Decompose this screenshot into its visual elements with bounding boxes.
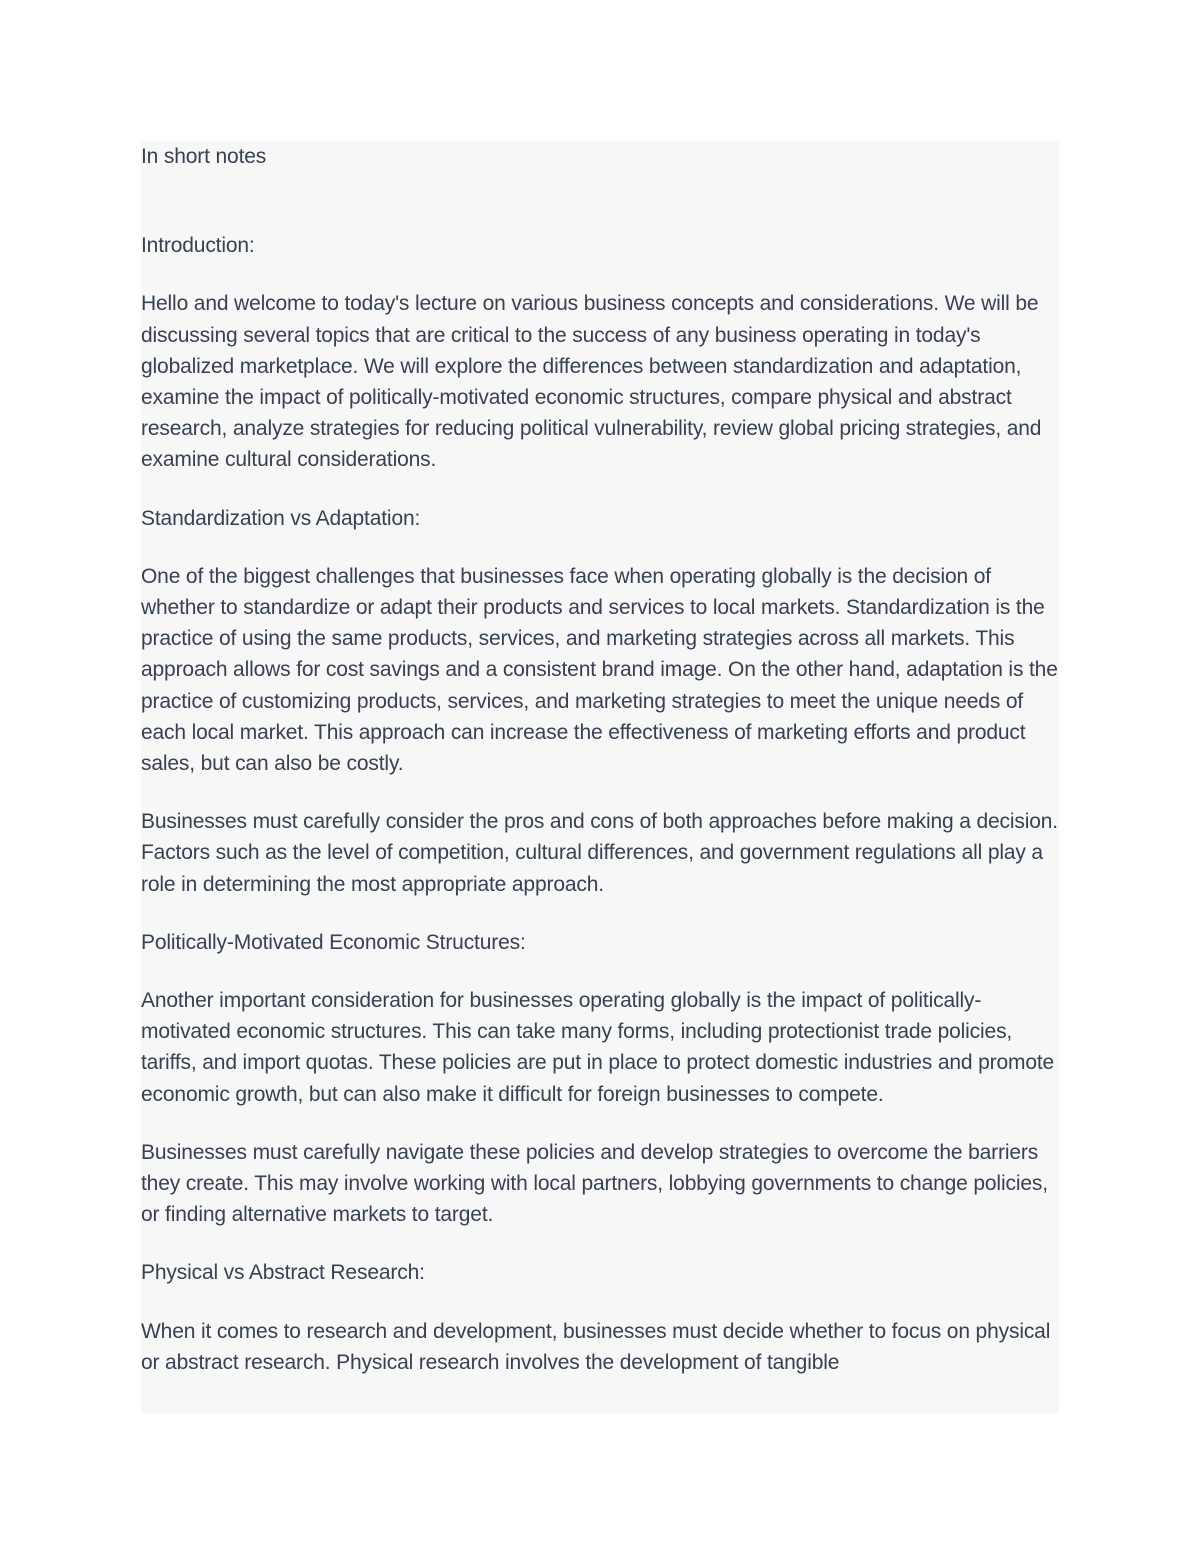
section-heading-standardization: Standardization vs Adaptation: bbox=[141, 506, 421, 530]
section-heading-research: Physical vs Abstract Research: bbox=[141, 1261, 425, 1285]
paragraph-standardization-1: One of the biggest challenges that businesses face when operating globally is the decision of whether to standardize or adapt their products and services to local markets. Standardization is the practice of using the same products, services, and marketing strategies across all markets. This approach allows for cost savings and a consistent brand image. On the other hand, adaptation is the practice of customizing products, services, and marketing strategies to meet the unique needs of each local market. This approach can increase the effectiveness of marketing efforts and product sales, but can also be costly. bbox=[141, 564, 1058, 776]
section-heading-introduction: Introduction: bbox=[141, 234, 255, 258]
document-page-content bbox=[141, 141, 1059, 1414]
paragraph-political-structures-1: Another important consideration for businesses operating globally is the impact of politically-motivated economic structures. This can take many forms, including protectionist trade policies, tariffs, and import quotas. These policies are put in place to protect domestic industries and promote economic growth, but can also make it difficult for foreign businesses to compete. bbox=[141, 989, 1055, 1106]
paragraph-political-structures-2: Businesses must carefully navigate these policies and develop strategies to overcome the barriers they create. This may involve working with local partners, lobbying governments to change policies, or finding alternative markets to target. bbox=[141, 1140, 1048, 1227]
section-heading-political-structures: Politically-Motivated Economic Structures: bbox=[141, 930, 526, 954]
paragraph-research-1: When it comes to research and development, businesses must decide whether to focus on physical or abstract research. Physical research involves the development of tangible bbox=[141, 1319, 1051, 1374]
paragraph-standardization-2: Businesses must carefully consider the pros and cons of both approaches before making a decision. Factors such as the level of competition, cultural differences, and government regulations all play a role in determining the most appropriate approach. bbox=[141, 810, 1058, 896]
paragraph-introduction: Hello and welcome to today's lecture on various business concepts and considerations. We will be discussing several topics that are critical to the success of any business operating in today's globalized marketplace. We will explore the differences between standardization and adaptation, examine the impact of politically-motivated economic structures, compare physical and abstract research, analyze strategies for reducing political vulnerability, review global pricing strategies, and examine cultural considerations. bbox=[141, 292, 1042, 472]
document-title: In short notes bbox=[141, 145, 267, 168]
